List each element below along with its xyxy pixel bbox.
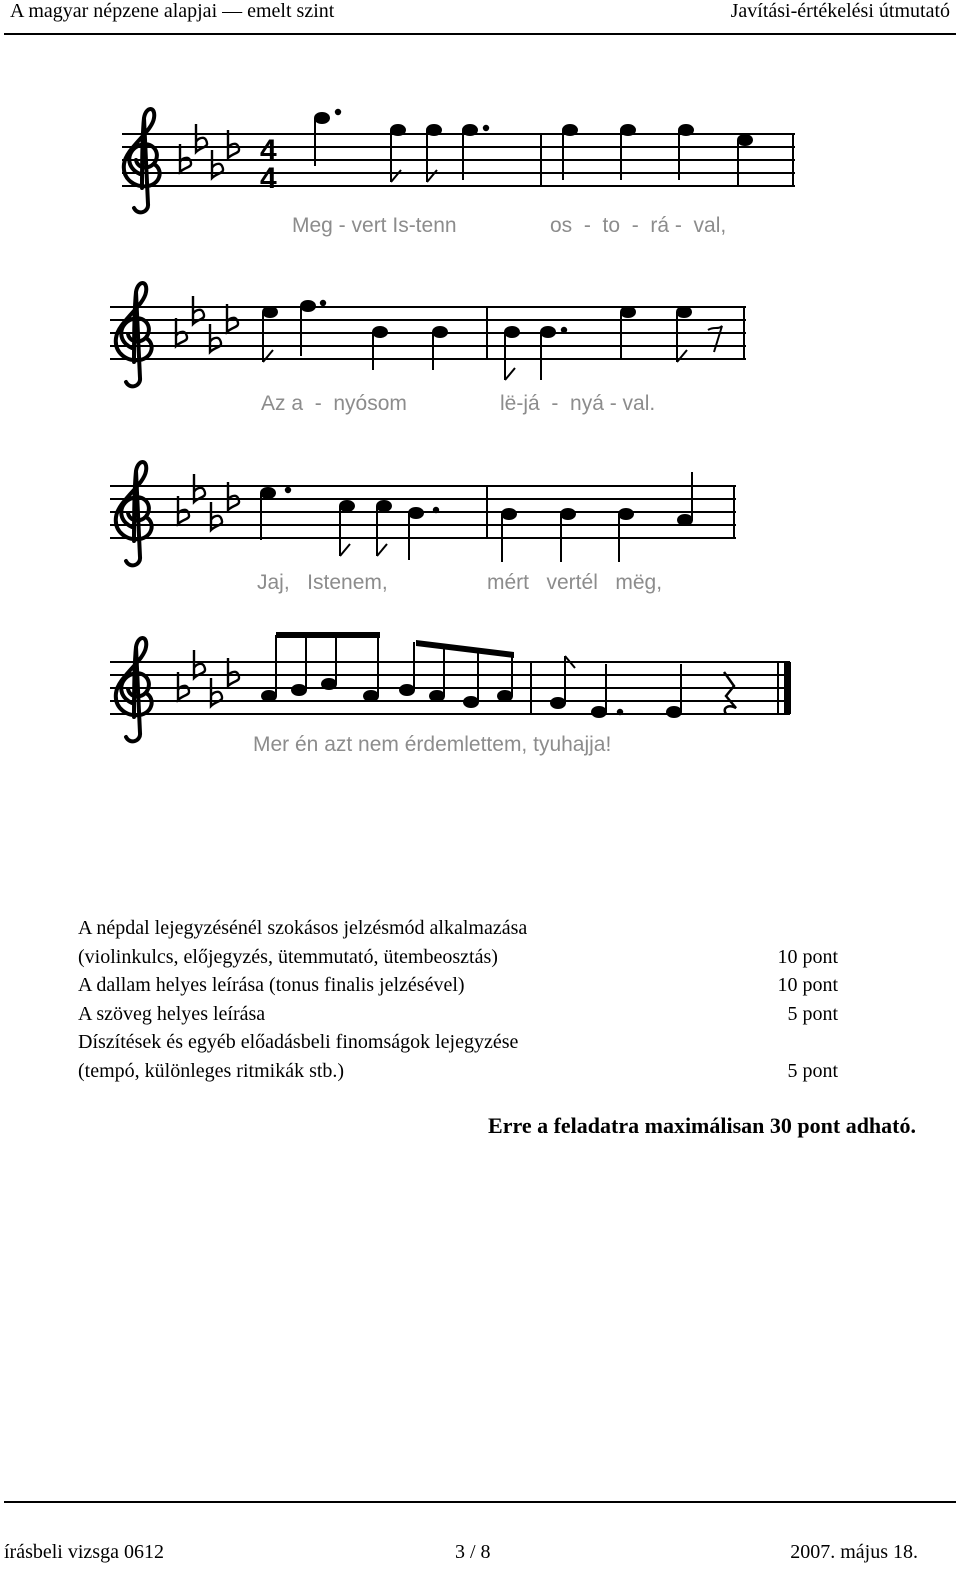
footer-date: 2007. május 18. [790,1541,918,1563]
footer-page-number: 3 / 8 [455,1541,491,1563]
svg-text:4: 4 [260,134,277,167]
criteria-row [78,1000,838,1029]
criteria-row [78,943,838,972]
footer-exam-id: írásbeli vizsga 0612 [4,1541,164,1563]
lyric-line-3a: Jaj, Istenem, [257,571,388,594]
header-doc-type: Javítási-értékelési útmutató [730,0,950,22]
scoring-criteria [78,914,838,1085]
lyric-line-1b: os - to - rá - val, [550,214,727,237]
criteria-text: (tempó, különleges ritmikák stb.) [78,1059,345,1082]
criteria-points: 5 pont [787,1002,838,1025]
staff-system-1 [122,109,795,212]
staff-system-3 [110,462,736,565]
criteria-text: A dallam helyes leírása (tonus finalis jelzésével) [78,974,465,996]
criteria-row [78,1057,838,1086]
criteria-text: (violinkulcs, előjegyzés, ütemmutató, ütembeosztás) [78,945,498,968]
lyric-line-4: Mer én azt nem érdemlettem, tyuhajja! [253,733,612,756]
max-points-summary: Erre a feladatra maximálisan 30 pont adható. [488,1113,916,1138]
criteria-row [78,914,838,943]
lyric-line-1a: Meg - vert Is-tenn [292,214,457,237]
criteria-points: 10 pont [777,945,838,968]
svg-text:4: 4 [260,162,277,195]
header-title: A magyar népzene alapjai — emelt szint [10,0,335,22]
staff-system-2 [110,283,746,386]
criteria-text: A szöveg helyes leírása [78,1002,266,1025]
criteria-row [78,1028,838,1057]
criteria-points: 10 pont [777,974,838,996]
criteria-points: 5 pont [787,1059,838,1082]
criteria-row [78,971,838,1000]
lyric-line-2a: Az a - nyósom [261,392,407,415]
criteria-text: A népdal lejegyzésénél szokásos jelzésmód alkalmazása [78,917,528,939]
lyric-line-2b: lë-já - nyá - val. [500,392,656,415]
footer-rule [4,1501,956,1503]
criteria-text: Díszítések és egyéb előadásbeli finomságok lejegyzése [78,1031,519,1053]
staff-system-4 [110,632,791,741]
lyric-line-3b: mért vertél mëg, [487,571,663,594]
